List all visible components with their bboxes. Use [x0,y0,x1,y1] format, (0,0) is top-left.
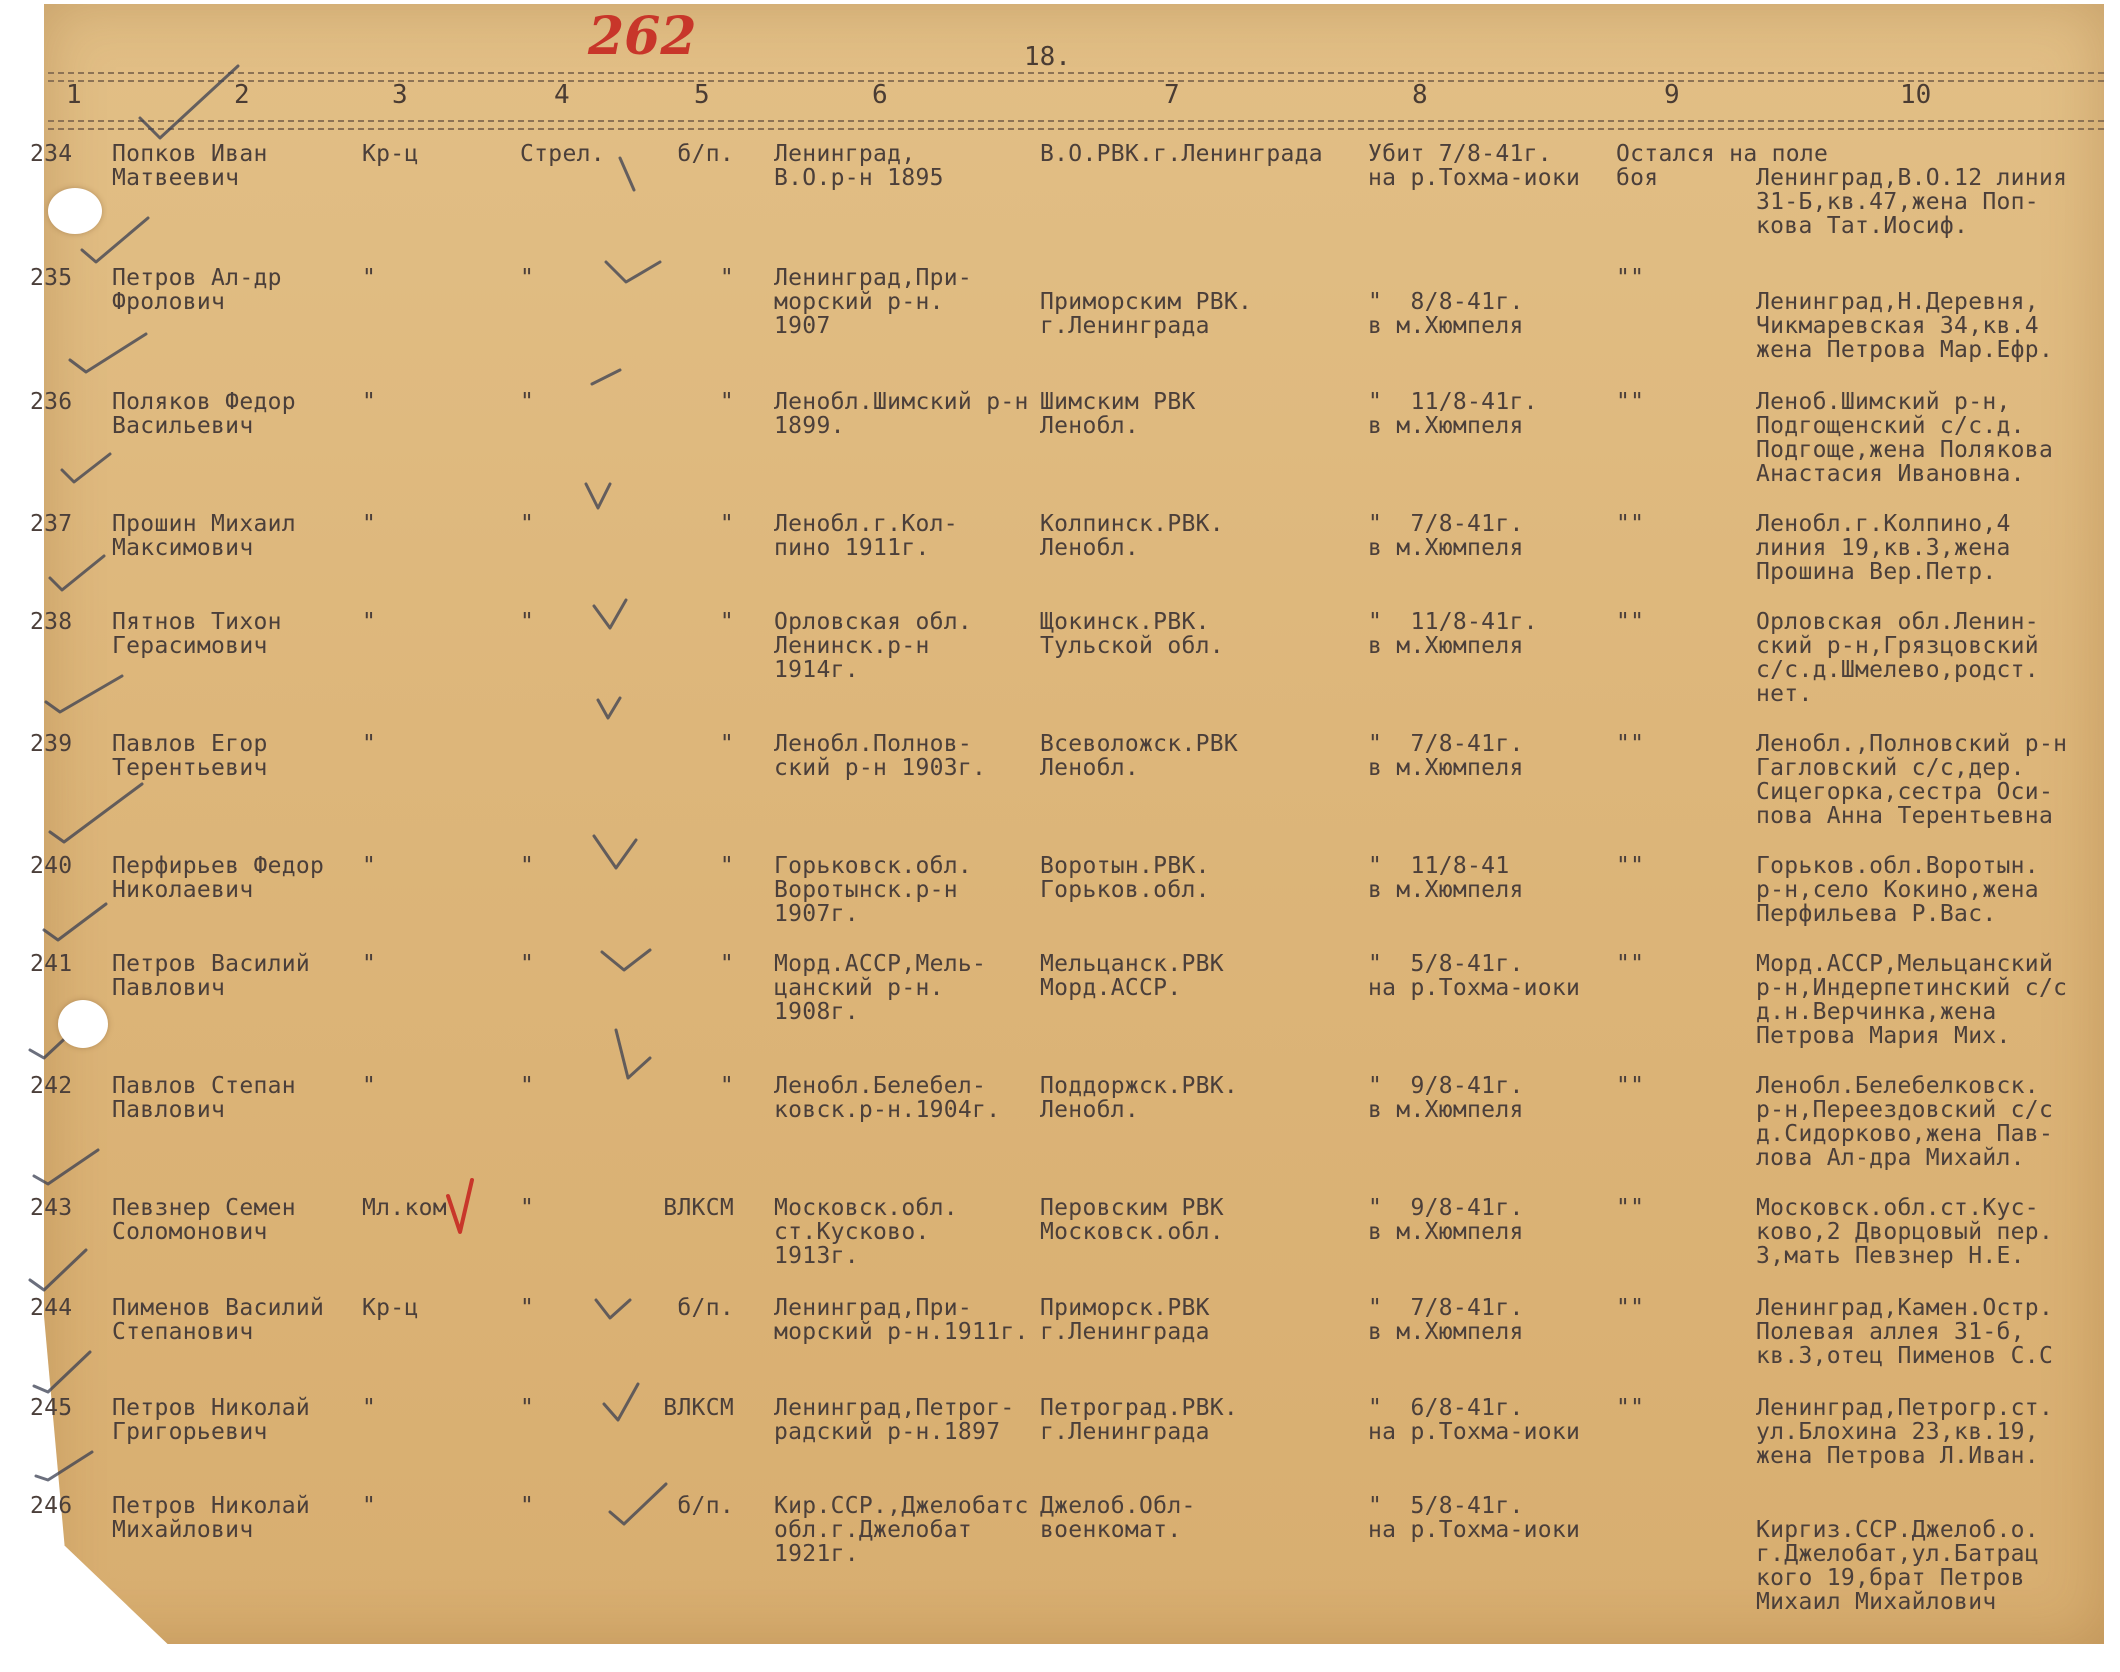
rank: " [362,609,377,635]
paper-hole [58,1000,108,1048]
relatives-address: Ленобл.г.Колпино,4 линия 19,кв.3,жена Прошина Вер.Петр. [1756,511,2011,585]
position: " [520,1295,535,1321]
party-affiliation: ВЛКСМ [663,1395,734,1421]
relatives-address: Ленинград,Н.Деревня, Чикмаревская 34,кв.4 жена Петрова Мар.Ефр. [1756,289,2054,363]
check-mark-icon [62,454,110,482]
check-mark-icon [46,676,122,712]
party-affiliation: " [719,511,734,537]
position: " [520,951,535,977]
column-number-10: 10 [1900,80,1932,110]
party-affiliation: " [719,265,734,291]
birthplace-year: Ленинград, В.О.р-н 1895 [774,141,944,191]
full-name: Павлов Степан Павлович [112,1073,296,1123]
rank: " [362,951,377,977]
birthplace-year: Кир.ССР.,Джелобатс обл.г.Джелобат 1921г. [774,1493,1029,1567]
draft-office: В.О.РВК.г.Ленинграда [1040,141,1323,167]
burial-status: "" [1616,1395,1645,1421]
check-mark-icon [596,1300,630,1318]
draft-office: Воротын.РВК. Горьков.обл. [1040,853,1210,903]
death-date-place: " 9/8-41г. в м.Хюмпеля [1368,1073,1524,1123]
check-mark-icon [592,370,620,384]
check-mark-icon [604,1384,638,1420]
draft-office: Шимским РВК Ленобл. [1040,389,1196,439]
draft-office: Перовским РВК Московск.обл. [1040,1195,1224,1245]
relatives-address: Киргиз.ССР.Джелоб.о. г.Джелобат,ул.Батрац кого 19,брат Петров Михаил Михайлович [1756,1517,2039,1615]
check-mark-icon [34,1150,98,1184]
draft-office: Приморск.РВК г.Ленинграда [1040,1295,1210,1345]
check-mark-icon [36,1452,92,1480]
relatives-address: Ленобл.Белебелковск. р-н,Переездовский с/с д.Сидорково,жена Пав- лова Ал-дра Михайл. [1756,1073,2054,1171]
page-number: 18. [1024,42,1071,72]
row-number: 236 [30,389,73,415]
burial-status: "" [1616,1073,1645,1099]
party-affiliation: " [719,951,734,977]
row-number: 246 [30,1493,73,1519]
party-affiliation: " [719,609,734,635]
archive-page-number-handwritten: 262 [588,6,697,67]
full-name: Петров Николай Григорьевич [112,1395,311,1445]
full-name: Петров Василий Павлович [112,951,311,1001]
draft-office: Мельцанск.РВК Морд.АССР. [1040,951,1224,1001]
row-number: 240 [30,853,73,879]
burial-status: "" [1616,511,1645,537]
birthplace-year: Ленобл.Шимский р-н 1899. [774,389,1029,439]
party-affiliation: " [719,389,734,415]
relatives-address: Ленинград,Петрогр.ст. ул.Блохина 23,кв.19, жена Петрова Л.Иван. [1756,1395,2054,1469]
column-number-7: 7 [1164,80,1180,110]
position: " [520,265,535,291]
rank: Кр-ц [362,1295,419,1321]
burial-status: Остался на поле боя [1616,141,1829,191]
death-date-place: " 7/8-41г. в м.Хюмпеля [1368,511,1524,561]
row-number: 242 [30,1073,73,1099]
burial-status: "" [1616,731,1645,757]
relatives-address: Морд.АССР,Мельцанский р-н,Индерпетинский с/с д.н.Верчинка,жена Петрова Мария Мих. [1756,951,2068,1049]
check-mark-icon [70,334,146,372]
birthplace-year: Орловская обл. Ленинск.р-н 1914г. [774,609,973,683]
rank: " [362,1493,377,1519]
rank: " [362,511,377,537]
position: " [520,389,535,415]
column-number-3: 3 [392,80,408,110]
check-mark-icon [610,1484,666,1524]
draft-office: Поддоржск.РВК. Ленобл. [1040,1073,1239,1123]
relatives-address: Горьков.обл.Воротын. р-н,село Кокино,жена Перфильева Р.Вас. [1756,853,2039,927]
burial-status: "" [1616,853,1645,879]
check-mark-icon [594,836,636,868]
party-affiliation: б/п. [677,1295,734,1321]
rank: " [362,1073,377,1099]
check-mark-icon [616,1030,650,1078]
rank: " [362,731,377,757]
check-mark-icon [606,262,660,282]
full-name: Перфирьев Федор Николаевич [112,853,325,903]
birthplace-year: Ленинград,Петрог- радский р-н.1897 [774,1395,1015,1445]
party-affiliation: " [719,853,734,879]
check-mark-icon [598,698,620,718]
position: " [520,853,535,879]
party-affiliation: б/п. [677,141,734,167]
position: " [520,1195,535,1221]
burial-status: "" [1616,389,1645,415]
row-number: 241 [30,951,73,977]
row-number: 234 [30,141,73,167]
full-name: Пименов Василий Степанович [112,1295,325,1345]
check-mark-icon [602,950,650,970]
burial-status: "" [1616,265,1645,291]
row-number: 237 [30,511,73,537]
position: " [520,609,535,635]
death-date-place: " 11/8-41г. в м.Хюмпеля [1368,609,1538,659]
birthplace-year: Ленинград,При- морский р-н. 1907 [774,265,973,339]
row-number: 238 [30,609,73,635]
check-mark-icon [140,66,238,138]
column-number-6: 6 [872,80,888,110]
birthplace-year: Морд.АССР,Мель- цанский р-н. 1908г. [774,951,987,1025]
relatives-address: Московск.обл.ст.Кус- ково,2 Дворцовый пер. 3,мать Певзнер Н.Е. [1756,1195,2054,1269]
burial-status: "" [1616,1295,1645,1321]
birthplace-year: Московск.обл. ст.Кусково. 1913г. [774,1195,958,1269]
check-mark-icon [50,784,142,842]
relatives-address: Леноб.Шимский р-н, Подгощенский с/с.д. Подгоще,жена Полякова Анастасия Ивановна. [1756,389,2054,487]
draft-office: Джелоб.Обл- военкомат. [1040,1493,1196,1543]
position: Стрел. [520,141,605,167]
column-number-5: 5 [694,80,710,110]
row-number: 243 [30,1195,73,1221]
check-mark-icon [594,600,626,628]
rank: " [362,853,377,879]
rank: " [362,1395,377,1421]
death-date-place: " 5/8-41г. на р.Тохма-иоки [1368,1493,1581,1543]
birthplace-year: Горьковск.обл. Воротынск.р-н 1907г. [774,853,973,927]
draft-office: Приморским РВК. г.Ленинграда [1040,289,1253,339]
column-number-2: 2 [234,80,250,110]
rank: Кр-ц [362,141,419,167]
row-number: 245 [30,1395,73,1421]
burial-status: "" [1616,1195,1645,1221]
draft-office: Петроград.РВК. г.Ленинграда [1040,1395,1239,1445]
birthplace-year: Ленобл.Полнов- ский р-н 1903г. [774,731,987,781]
death-date-place: " 6/8-41г. на р.Тохма-иоки [1368,1395,1581,1445]
full-name: Прошин Михаил Максимович [112,511,296,561]
position: " [520,1073,535,1099]
full-name: Петров Ал-др Фролович [112,265,282,315]
rank: " [362,389,377,415]
death-date-place: " 8/8-41г. в м.Хюмпеля [1368,289,1524,339]
death-date-place: " 7/8-41г. в м.Хюмпеля [1368,1295,1524,1345]
full-name: Певзнер Семен Соломонович [112,1195,296,1245]
death-date-place: " 7/8-41г. в м.Хюмпеля [1368,731,1524,781]
row-number: 239 [30,731,73,757]
draft-office: Щокинск.РВК. Тульской обл. [1040,609,1224,659]
check-mark-icon [30,1250,86,1290]
full-name: Попков Иван Матвеевич [112,141,268,191]
paper-hole [48,188,102,234]
check-mark-icon [50,556,104,590]
red-check-mark-icon [448,1180,472,1232]
check-mark-icon [620,158,634,190]
burial-status: "" [1616,609,1645,635]
party-affiliation: " [719,1073,734,1099]
party-affiliation: ВЛКСМ [663,1195,734,1221]
relatives-address: Орловская обл.Ленин- ский р-н,Грязцовский с/с.д.Шмелево,родст. нет. [1756,609,2039,707]
column-number-9: 9 [1664,80,1680,110]
death-date-place: " 11/8-41 в м.Хюмпеля [1368,853,1524,903]
check-mark-icon [586,484,610,508]
full-name: Павлов Егор Терентьевич [112,731,268,781]
draft-office: Колпинск.РВК. Ленобл. [1040,511,1224,561]
draft-office: Всеволожск.РВК Ленобл. [1040,731,1239,781]
burial-status: "" [1616,951,1645,977]
position: " [520,1493,535,1519]
column-number-8: 8 [1412,80,1428,110]
rank: " [362,265,377,291]
check-mark-icon [44,904,106,940]
relatives-address: Ленобл.,Полновский р-н Гагловский с/с,дер. Сицегорка,сестра Оси- пова Анна Терентьевна [1756,731,2068,829]
death-date-place: Убит 7/8-41г. на р.Тохма-иоки [1368,141,1581,191]
birthplace-year: Ленобл.Белебел- ковск.р-н.1904г. [774,1073,1001,1123]
column-number-4: 4 [554,80,570,110]
relatives-address: Ленинград,В.О.12 линия 31-Б,кв.47,жена Поп- кова Тат.Иосиф. [1756,165,2068,239]
position: " [520,1395,535,1421]
birthplace-year: Ленинград,При- морский р-н.1911г. [774,1295,1029,1345]
full-name: Петров Николай Михайлович [112,1493,311,1543]
death-date-place: " 5/8-41г. на р.Тохма-иоки [1368,951,1581,1001]
row-number: 244 [30,1295,73,1321]
death-date-place: " 11/8-41г. в м.Хюмпеля [1368,389,1538,439]
check-mark-icon [34,1352,90,1392]
relatives-address: Ленинград,Камен.Остр. Полевая аллея 31-б, кв.3,отец Пименов С.С [1756,1295,2054,1369]
death-date-place: " 9/8-41г. в м.Хюмпеля [1368,1195,1524,1245]
full-name: Поляков Федор Васильевич [112,389,296,439]
birthplace-year: Ленобл.г.Кол- пино 1911г. [774,511,958,561]
party-affiliation: б/п. [677,1493,734,1519]
party-affiliation: " [719,731,734,757]
column-number-1: 1 [66,80,82,110]
full-name: Пятнов Тихон Герасимович [112,609,282,659]
rank: Мл.ком. [362,1195,462,1221]
row-number: 235 [30,265,73,291]
position: " [520,511,535,537]
